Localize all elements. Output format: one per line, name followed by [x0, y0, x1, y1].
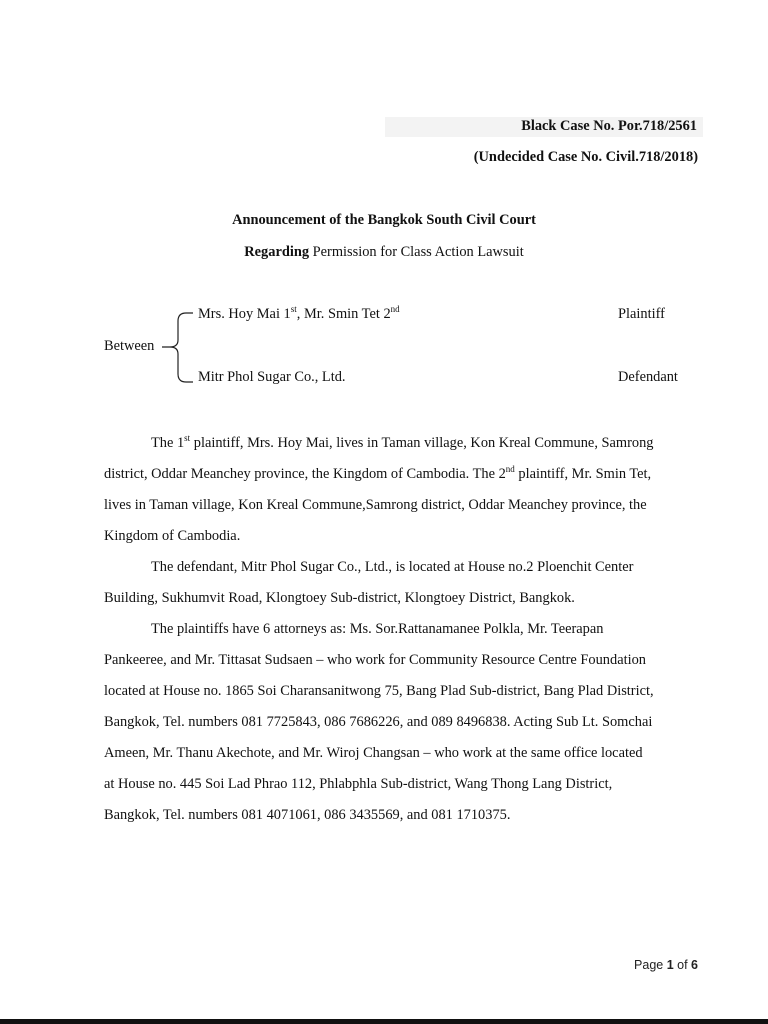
text-line — [104, 428, 696, 459]
paragraph-attorneys — [104, 614, 696, 831]
text-line: Ameen, Mr. Thanu Akechote, and Mr. Wiroj Changsan – who work at the same office located — [104, 745, 643, 761]
plaintiff-names — [198, 306, 400, 323]
text-line: located at House no. 1865 Soi Charansanitwong 75, Bang Plad Sub-district, Bang Plad District, — [104, 683, 654, 699]
defendant-name: Mitr Phol Sugar Co., Ltd. — [198, 369, 346, 385]
between-label: Between — [104, 338, 155, 354]
page-of: of — [673, 958, 692, 972]
ordinal-sup: st — [184, 433, 191, 444]
text-line: Building, Sukhumvit Road, Klongtoey Sub-district, Klongtoey District, Bangkok. — [104, 590, 575, 606]
ordinal-sup: st — [290, 304, 297, 315]
page-label: Page — [634, 958, 667, 972]
page-number — [634, 958, 698, 972]
text-run: The 1 — [151, 435, 185, 451]
announcement-body — [104, 428, 696, 831]
ordinal-sup: nd — [505, 464, 515, 475]
undecided-case-number: (Undecided Case No. Civil.718/2018) — [473, 149, 698, 165]
text-line: Kingdom of Cambodia. — [104, 528, 241, 544]
announcement-subtitle — [0, 244, 768, 261]
text-line: Pankeeree, and Mr. Tittasat Sudsaen – who work for Community Resource Centre Foundation — [104, 652, 646, 668]
defendant-role: Defendant — [618, 369, 678, 385]
text-line: The plaintiffs have 6 attorneys as: Ms. Sor.Rattanamanee Polkla, Mr. Teerapan — [151, 621, 604, 637]
text-run: plaintiff, Mr. Smin Tet, — [514, 466, 652, 482]
paragraph-plaintiffs — [104, 428, 696, 552]
subtitle-text: Permission for Class Action Lawsuit — [309, 244, 524, 260]
announcement-title: Announcement of the Bangkok South Civil Court — [232, 212, 536, 228]
text-line: Bangkok, Tel. numbers 081 7725843, 086 7686226, and 089 8496838. Acting Sub Lt. Somchai — [104, 714, 653, 730]
text-line: The defendant, Mitr Phol Sugar Co., Ltd., is located at House no.2 Ploenchit Center — [151, 559, 634, 575]
page-total: 6 — [691, 958, 698, 972]
bottom-border — [0, 1019, 768, 1024]
regarding-label: Regarding — [244, 244, 310, 260]
text-run: district, Oddar Meanchey province, the Kingdom of Cambodia. The 2 — [104, 466, 506, 482]
plaintiff-role: Plaintiff — [618, 306, 665, 322]
paragraph-defendant — [104, 552, 696, 614]
page-current: 1 — [666, 958, 674, 972]
black-case-number: Black Case No. Por.718/2561 — [521, 118, 697, 134]
ordinal-sup: nd — [390, 304, 400, 315]
text-line — [104, 459, 696, 490]
text-line: at House no. 445 Soi Lad Phrao 112, Phlabphla Sub-district, Wang Thong Lang District, — [104, 776, 613, 792]
text-run: plaintiff, Mrs. Hoy Mai, lives in Taman village, Kon Kreal Commune, Samrong — [190, 435, 654, 451]
plaintiff-1-name: Mrs. Hoy Mai 1 — [198, 306, 291, 322]
text-line: lives in Taman village, Kon Kreal Commune,Samrong district, Oddar Meanchey province, the — [104, 497, 647, 513]
plaintiff-2-name: , Mr. Smin Tet 2 — [296, 306, 391, 322]
text-line: Bangkok, Tel. numbers 081 4071061, 086 3435569, and 081 1710375. — [104, 807, 511, 823]
party-brace — [160, 310, 194, 386]
